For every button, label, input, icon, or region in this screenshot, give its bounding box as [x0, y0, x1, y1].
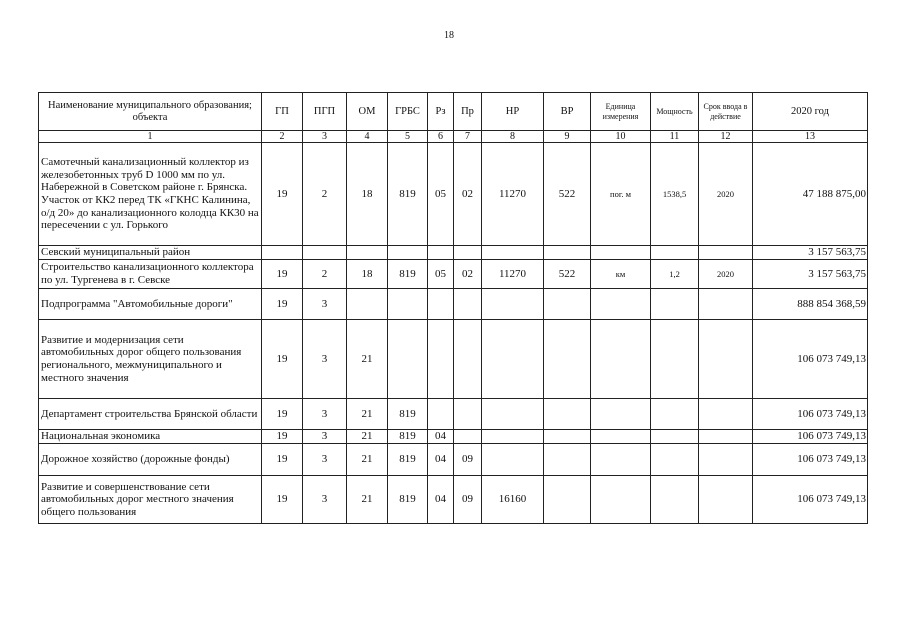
cell-vr: 522 [544, 143, 591, 246]
table-row [39, 246, 868, 260]
cell-pgp: 3 [303, 476, 347, 524]
header-grbs: ГРБС [388, 93, 428, 131]
cell-rz: 04 [428, 430, 454, 444]
cell-vr [544, 246, 591, 260]
cell-om: 18 [347, 143, 388, 246]
cell-unit [591, 246, 651, 260]
cell-gp: 19 [262, 444, 303, 476]
cell-amount: 106 073 749,13 [753, 430, 868, 444]
cell-om: 21 [347, 444, 388, 476]
column-number-row [39, 131, 868, 143]
cell-unit [591, 430, 651, 444]
column-number: 2 [262, 131, 303, 143]
cell-gp: 19 [262, 430, 303, 444]
cell-pr [454, 246, 482, 260]
table-row [39, 430, 868, 444]
cell-om: 21 [347, 399, 388, 430]
cell-vr [544, 444, 591, 476]
column-number: 6 [428, 131, 454, 143]
column-number: 12 [699, 131, 753, 143]
cell-gp: 19 [262, 476, 303, 524]
cell-commission-date [699, 476, 753, 524]
cell-unit: пог. м [591, 143, 651, 246]
cell-nr: 16160 [482, 476, 544, 524]
cell-rz: 04 [428, 476, 454, 524]
cell-pgp: 3 [303, 320, 347, 399]
column-number: 8 [482, 131, 544, 143]
row-name: Департамент строительства Брянской области [39, 399, 262, 430]
column-number: 1 [39, 131, 262, 143]
cell-capacity [651, 476, 699, 524]
header-capacity: Мощность [651, 93, 699, 131]
cell-commission-date [699, 246, 753, 260]
cell-capacity: 1,2 [651, 260, 699, 289]
cell-grbs: 819 [388, 476, 428, 524]
cell-vr [544, 399, 591, 430]
cell-pr: 09 [454, 444, 482, 476]
cell-vr [544, 430, 591, 444]
row-name: Строительство канализационного коллектора по ул. Тургенева в г. Севске [39, 260, 262, 289]
cell-rz [428, 289, 454, 320]
column-number: 5 [388, 131, 428, 143]
cell-grbs: 819 [388, 260, 428, 289]
cell-om: 18 [347, 260, 388, 289]
cell-rz [428, 246, 454, 260]
cell-commission-date [699, 430, 753, 444]
cell-nr [482, 246, 544, 260]
cell-pgp: 3 [303, 430, 347, 444]
cell-vr [544, 320, 591, 399]
cell-amount: 3 157 563,75 [753, 260, 868, 289]
cell-commission-date: 2020 [699, 260, 753, 289]
cell-pgp [303, 246, 347, 260]
table-row [39, 399, 868, 430]
header-pgp: ПГП [303, 93, 347, 131]
budget-table [38, 92, 868, 524]
column-number: 4 [347, 131, 388, 143]
cell-grbs: 819 [388, 444, 428, 476]
table-row [39, 260, 868, 289]
cell-amount: 106 073 749,13 [753, 476, 868, 524]
header-rz: Рз [428, 93, 454, 131]
cell-vr [544, 476, 591, 524]
column-number: 10 [591, 131, 651, 143]
cell-pgp: 2 [303, 260, 347, 289]
cell-rz: 04 [428, 444, 454, 476]
cell-rz [428, 399, 454, 430]
cell-gp [262, 246, 303, 260]
cell-pgp: 3 [303, 289, 347, 320]
cell-gp: 19 [262, 320, 303, 399]
table-row [39, 289, 868, 320]
cell-commission-date [699, 289, 753, 320]
cell-gp: 19 [262, 143, 303, 246]
cell-unit [591, 476, 651, 524]
table-row [39, 476, 868, 524]
cell-unit [591, 320, 651, 399]
cell-om [347, 289, 388, 320]
row-name: Развитие и модернизация сети автомобильных дорог общего пользования регионального, межмуниципального и местного значения [39, 320, 262, 399]
cell-pr: 02 [454, 143, 482, 246]
cell-rz: 05 [428, 143, 454, 246]
cell-grbs [388, 289, 428, 320]
cell-commission-date: 2020 [699, 143, 753, 246]
cell-amount: 47 188 875,00 [753, 143, 868, 246]
cell-amount: 106 073 749,13 [753, 399, 868, 430]
column-number: 3 [303, 131, 347, 143]
cell-nr: 11270 [482, 260, 544, 289]
cell-pr [454, 320, 482, 399]
cell-commission-date [699, 444, 753, 476]
cell-commission-date [699, 320, 753, 399]
cell-unit: км [591, 260, 651, 289]
cell-unit [591, 289, 651, 320]
cell-nr [482, 444, 544, 476]
cell-capacity [651, 399, 699, 430]
column-number: 13 [753, 131, 868, 143]
cell-rz [428, 320, 454, 399]
cell-gp: 19 [262, 260, 303, 289]
cell-grbs: 819 [388, 399, 428, 430]
header-nr: НР [482, 93, 544, 131]
column-number: 11 [651, 131, 699, 143]
cell-pr: 02 [454, 260, 482, 289]
cell-grbs: 819 [388, 430, 428, 444]
cell-gp: 19 [262, 289, 303, 320]
cell-nr [482, 289, 544, 320]
column-number: 7 [454, 131, 482, 143]
cell-capacity [651, 289, 699, 320]
row-name: Развитие и совершенствование сети автомобильных дорог местного значения общего пользования [39, 476, 262, 524]
cell-pgp: 3 [303, 444, 347, 476]
cell-capacity [651, 320, 699, 399]
cell-amount: 3 157 563,75 [753, 246, 868, 260]
row-name: Подпрограмма "Автомобильные дороги" [39, 289, 262, 320]
cell-grbs [388, 320, 428, 399]
cell-amount: 888 854 368,59 [753, 289, 868, 320]
table-row [39, 444, 868, 476]
cell-gp: 19 [262, 399, 303, 430]
cell-om: 21 [347, 476, 388, 524]
row-name: Дорожное хозяйство (дорожные фонды) [39, 444, 262, 476]
cell-nr: 11270 [482, 143, 544, 246]
cell-nr [482, 399, 544, 430]
cell-pr: 09 [454, 476, 482, 524]
row-name: Самотечный канализационный коллектор из железобетонных труб D 1000 мм по ул. Набережной в Советском районе г. Брянска. Участок от КК2 перед ТК «ГКНС Калинина, о/д 20» до канализационного колодца КК30 на пересечении с ул. Горького [39, 143, 262, 246]
cell-om [347, 246, 388, 260]
cell-pr [454, 430, 482, 444]
cell-om: 21 [347, 430, 388, 444]
row-name: Национальная экономика [39, 430, 262, 444]
cell-capacity [651, 430, 699, 444]
cell-vr [544, 289, 591, 320]
header-om: ОМ [347, 93, 388, 131]
header-year-2020: 2020 год [753, 93, 868, 131]
table-row [39, 320, 868, 399]
cell-capacity [651, 444, 699, 476]
cell-vr: 522 [544, 260, 591, 289]
header-name: Наименование муниципального образования; объекта [39, 93, 262, 131]
header-vr: ВР [544, 93, 591, 131]
header-gp: ГП [262, 93, 303, 131]
cell-amount: 106 073 749,13 [753, 444, 868, 476]
cell-amount: 106 073 749,13 [753, 320, 868, 399]
cell-capacity [651, 246, 699, 260]
cell-unit [591, 444, 651, 476]
cell-nr [482, 430, 544, 444]
cell-unit [591, 399, 651, 430]
column-number: 9 [544, 131, 591, 143]
header-pr: Пр [454, 93, 482, 131]
table-row [39, 143, 868, 246]
page-number: 18 [444, 30, 454, 41]
cell-pr [454, 399, 482, 430]
cell-nr [482, 320, 544, 399]
cell-commission-date [699, 399, 753, 430]
cell-grbs [388, 246, 428, 260]
cell-pgp: 2 [303, 143, 347, 246]
header-unit: Единица измерения [591, 93, 651, 131]
cell-om: 21 [347, 320, 388, 399]
cell-pgp: 3 [303, 399, 347, 430]
cell-capacity: 1538,5 [651, 143, 699, 246]
cell-pr [454, 289, 482, 320]
header-commission-date: Срок ввода в действие [699, 93, 753, 131]
header-row [39, 93, 868, 131]
row-name: Севский муниципальный район [39, 246, 262, 260]
cell-grbs: 819 [388, 143, 428, 246]
cell-rz: 05 [428, 260, 454, 289]
